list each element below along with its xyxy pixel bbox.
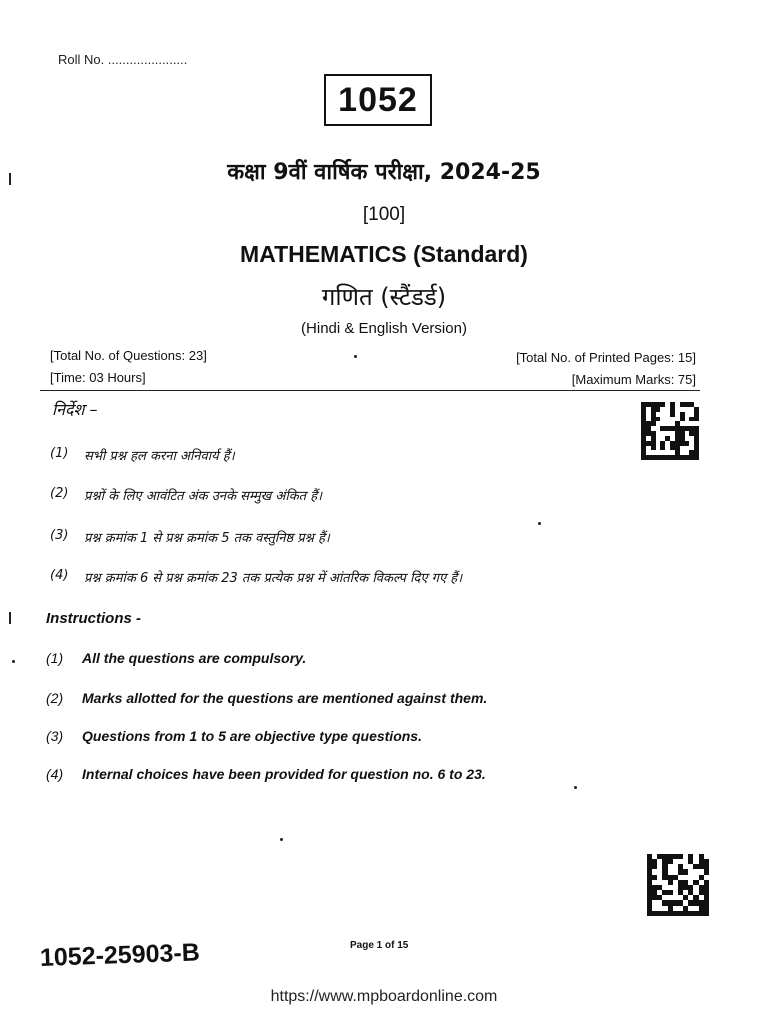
scan-mark (9, 612, 11, 624)
roll-number-label: Roll No. ...................... (58, 52, 188, 67)
paper-code-box (324, 74, 432, 126)
scan-mark (354, 355, 357, 358)
instruction-number: (3) (46, 728, 64, 744)
instruction-text: प्रश्न क्रमांक 1 से प्रश्न क्रमांक 5 तक वस्तुनिष्ठ प्रश्न हैं। (84, 531, 330, 546)
scan-mark (280, 838, 283, 841)
hindi-instruction-item (50, 446, 235, 464)
page-indicator: Page 1 of 15 (350, 940, 409, 951)
total-printed-pages: [Total No. of Printed Pages: 15] (516, 350, 696, 365)
scan-mark (9, 173, 11, 185)
instruction-number: (3) (50, 528, 69, 543)
qr-code-icon (641, 402, 699, 460)
instruction-text: Questions from 1 to 5 are objective type questions. (82, 728, 422, 744)
instruction-number: (1) (46, 650, 64, 666)
exam-title: कक्षा 9वीं वार्षिक परीक्षा, 2024-25 (227, 160, 541, 185)
instruction-number: (2) (50, 486, 69, 501)
hindi-instruction-item (50, 568, 462, 586)
instruction-text: Marks allotted for the questions are mentioned against them. (82, 690, 488, 706)
english-instruction-item (46, 650, 306, 666)
instruction-number: (1) (50, 446, 69, 461)
scan-mark (538, 522, 541, 525)
instruction-text: All the questions are compulsory. (82, 650, 307, 666)
scan-mark (574, 786, 577, 789)
time-allowed: [Time: 03 Hours] (50, 370, 146, 385)
hindi-instruction-item (50, 528, 330, 546)
instruction-text: प्रश्नों के लिए आवंटित अंक उनके सम्मुख अंकित हैं। (84, 489, 323, 504)
paper-code: 1052 (338, 80, 418, 119)
header-divider (40, 390, 700, 391)
paper-series-code: 1052-25903-B (39, 938, 201, 972)
maximum-marks: [Maximum Marks: 75] (571, 372, 696, 387)
qr-code-icon (647, 854, 709, 916)
instruction-number: (4) (46, 766, 64, 782)
subject-title-english: MATHEMATICS (Standard) (240, 241, 528, 267)
version-label: (Hindi & English Version) (301, 320, 467, 337)
total-questions: [Total No. of Questions: 23] (50, 348, 207, 363)
english-instruction-item (46, 728, 422, 744)
instruction-text: Internal choices have been provided for question no. 6 to 23. (82, 766, 486, 782)
hindi-instruction-item (50, 486, 322, 504)
instruction-number: (2) (46, 690, 64, 706)
subject-title-hindi: गणित (स्टैंडर्ड) (321, 283, 447, 311)
instruction-text: प्रश्न क्रमांक 6 से प्रश्न क्रमांक 23 तक प्रत्येक प्रश्न में आंतरिक विकल्प दिए गए हैं। (84, 571, 463, 586)
scan-mark (12, 660, 15, 663)
english-instructions-heading: Instructions - (46, 610, 142, 627)
instruction-text: सभी प्रश्न हल करना अनिवार्य हैं। (84, 449, 235, 464)
marks-code: [100] (362, 204, 406, 225)
hindi-instructions-heading: निर्देश – (52, 400, 98, 419)
english-instruction-item (46, 690, 487, 706)
english-instruction-item (46, 766, 486, 782)
source-url: https://www.mpboardonline.com (270, 988, 498, 1005)
instruction-number: (4) (50, 568, 69, 583)
